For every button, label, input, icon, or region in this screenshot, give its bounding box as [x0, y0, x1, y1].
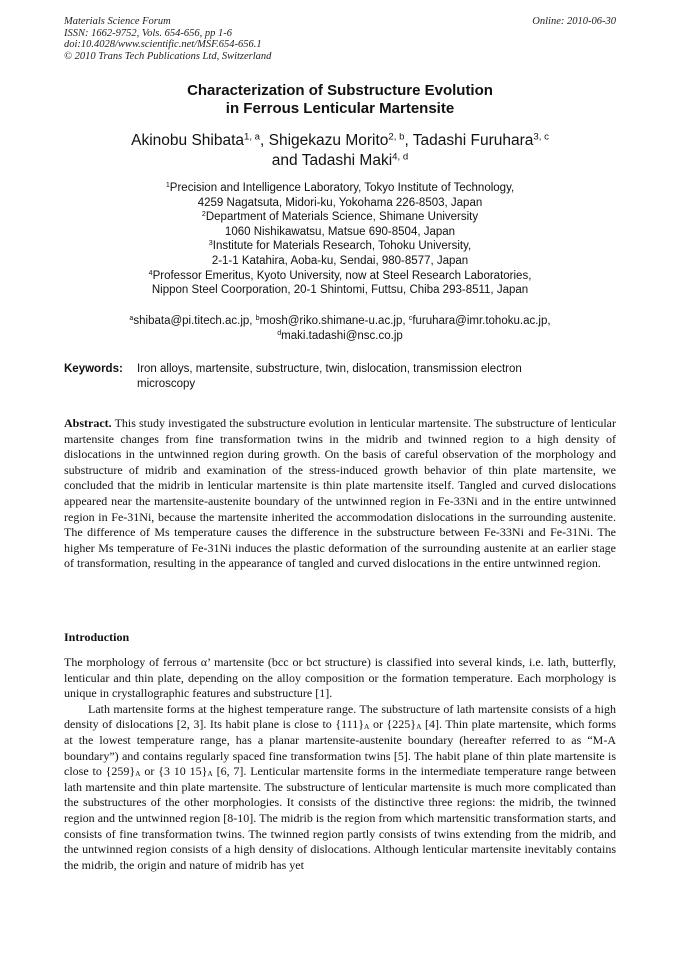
affiliation-text: Precision and Intelligence Laboratory, Tokyo Institute of Technology, [169, 182, 515, 194]
affiliation-text: Institute for Materials Research, Tohoku University, [212, 240, 472, 253]
abstract-label: Abstract. [64, 416, 112, 430]
introduction-body [64, 655, 616, 873]
abstract-text: This study investigated the substructure evolution in lenticular martensite. The substructure of lenticular martensite changes from fine transformation twins in the midrib and twinned region to a high density of dislocations in the untwinned region during growth. On the basis of careful observation of the morphology and substructure of midrib and examination of the stress-induced growth behavior of thin plate martensite, we concluded that the midrib in lenticular martensite is thin plate martensite itself. Tangled and curved dislocations appeared near the martensite-austenite boundary of the untwinned region in Fe-33Ni and in the entire untwinned region in Fe-31Ni, because the martensite inherited the accommodation dislocations in the surrounding austenite. The difference of Ms temperature causes the difference in the substructure between Fe-33Ni and Fe-31Ni. The higher Ms temperature of Fe-31Ni induces the plastic deformation of the surrounding austenite at an earlier stage of transformation, resulting in the appearance of tangled and curved dislocations in the entire untwinned region. [64, 416, 616, 571]
affiliation-line: Nippon Steel Coorporation, 20-1 Shintomi, Futtsu, Chiba 293-8511, Japan [151, 284, 529, 297]
journal-name: Materials Science Forum [64, 16, 171, 27]
affiliation-number: 1 [165, 181, 170, 190]
paragraph-text: or {225} [369, 717, 417, 732]
email-address[interactable]: furuhara@imr.tohoku.ac.jp, [412, 315, 551, 327]
paragraph-text: [4]. Thin plate martensite, which forms at the lowest temperature range, has a planar martensite-austenite boundary (hereafter referred to as “M-A boundary”) and contains regularly spaced fine transformation twins [5]. The habit plane of thin plate martensite is close to {259} [64, 717, 616, 779]
email-address[interactable]: maki.tadashi@nsc.co.jp [281, 330, 403, 342]
affiliation-number: 2 [201, 210, 206, 219]
author-affil-mark: 3, c [533, 131, 549, 143]
issn-line: ISSN: 1662-9752, Vols. 654-656, pp 1-6 [64, 27, 232, 39]
author-affil-mark: 4, d [392, 151, 409, 163]
email-mark: d [277, 329, 282, 338]
doi-line: doi:10.4028/www.scientific.net/MSF.654-656.1 [64, 39, 262, 50]
affiliation-line: 2-1-1 Katahira, Aoba-ku, Sendai, 980-8577, Japan [211, 254, 469, 267]
paper-title [64, 82, 616, 118]
affiliation-text: Professor Emeritus, Kyoto University, now at Steel Research Laboratories, [152, 269, 532, 282]
section-heading-introduction: Introduction [64, 630, 130, 644]
affiliation-text: Department of Materials Science, Shimane University [205, 211, 479, 224]
author-name: Tadashi Furuhara [412, 132, 534, 149]
title-line-2: in Ferrous Lenticular Martensite [225, 100, 455, 117]
subscript: A [364, 722, 370, 732]
author-name: Tadashi Maki [301, 152, 393, 169]
affiliation-line [64, 239, 616, 254]
email-address[interactable]: mosh@riko.shimane-u.ac.jp, [259, 315, 406, 327]
online-date: Online: 2010-06-30 [532, 16, 616, 27]
journal-header [64, 16, 616, 62]
author-conjunction: and [271, 152, 298, 169]
affiliation-line: 1060 Nishikawatsu, Matsue 690-8504, Japan [224, 225, 456, 238]
email-list [64, 314, 616, 344]
paragraph [64, 702, 616, 874]
affiliation-line [64, 181, 616, 196]
author-name: Shigekazu Morito [268, 132, 389, 149]
subscript: A [416, 722, 422, 732]
subscript: A [135, 769, 141, 779]
email-mark: b [255, 314, 260, 323]
paragraph: The morphology of ferrous α’ martensite (bcc or bct structure) is classified into several kinds, i.e. lath, butterfly, lenticular and thin plate, depending on the alloy composition or the formation temperature. Each morphology is unique in crystallographic features and substructure [1]. [64, 655, 616, 701]
paragraph-text: [6, 7]. Lenticular martensite forms in the intermediate temperature range between lath martensite and thin plate martensite. The substructure of lenticular martensite is much more complicated than the substructures of the other morphologies. It consists of the distinctive three regions: the midrib, the twinned region and the untwinned region [8-10]. The midrib is the region from which martensitic transformation starts, and consists of fine transformation twins. The twinned region partly consists of twins extending from the midrib, and the untwinned region consists of a high density of dislocations. Although lenticular martensite inevitably contains the midrib, the origin and nature of midrib has yet [64, 764, 617, 872]
paragraph-text: Lath martensite forms at the highest temperature range. The substructure of lath martensite consists of a high density of dislocations [2, 3]. Its habit plane is close to {111} [64, 701, 616, 732]
author-affil-mark: 2, b [388, 131, 405, 143]
email-address[interactable]: shibata@pi.titech.ac.jp, [133, 315, 253, 327]
keywords-label: Keywords: [64, 363, 123, 375]
author-name: Akinobu Shibata [131, 132, 245, 149]
affiliation-line [64, 269, 616, 284]
email-mark: a [129, 314, 134, 323]
affiliation-number: 3 [208, 239, 213, 248]
affiliation-number: 4 [148, 268, 153, 277]
affiliation-line [64, 210, 616, 225]
affiliation-list [64, 181, 616, 298]
paragraph-text: or {3 10 15} [140, 764, 208, 779]
author-affil-mark: 1, a [244, 131, 261, 143]
keywords-text: Iron alloys, martensite, substructure, twin, dislocation, transmission electron microscopy [137, 363, 522, 390]
copyright-line: © 2010 Trans Tech Publications Ltd, Switzerland [64, 50, 272, 62]
abstract-block [64, 416, 616, 572]
title-line-1: Characterization of Substructure Evolution [187, 82, 493, 99]
subscript: A [207, 769, 213, 779]
affiliation-line: 4259 Nagatsuta, Midori-ku, Yokohama 226-8503, Japan [197, 196, 483, 209]
email-mark: c [408, 314, 413, 323]
author-list: Akinobu Shibata$^{1, a}$, Shigekazu Morito$^{2, b}$, Tadashi Furuhara$^{3, c}$ and Tadashi Maki$^{4, d}$ [131, 131, 549, 169]
